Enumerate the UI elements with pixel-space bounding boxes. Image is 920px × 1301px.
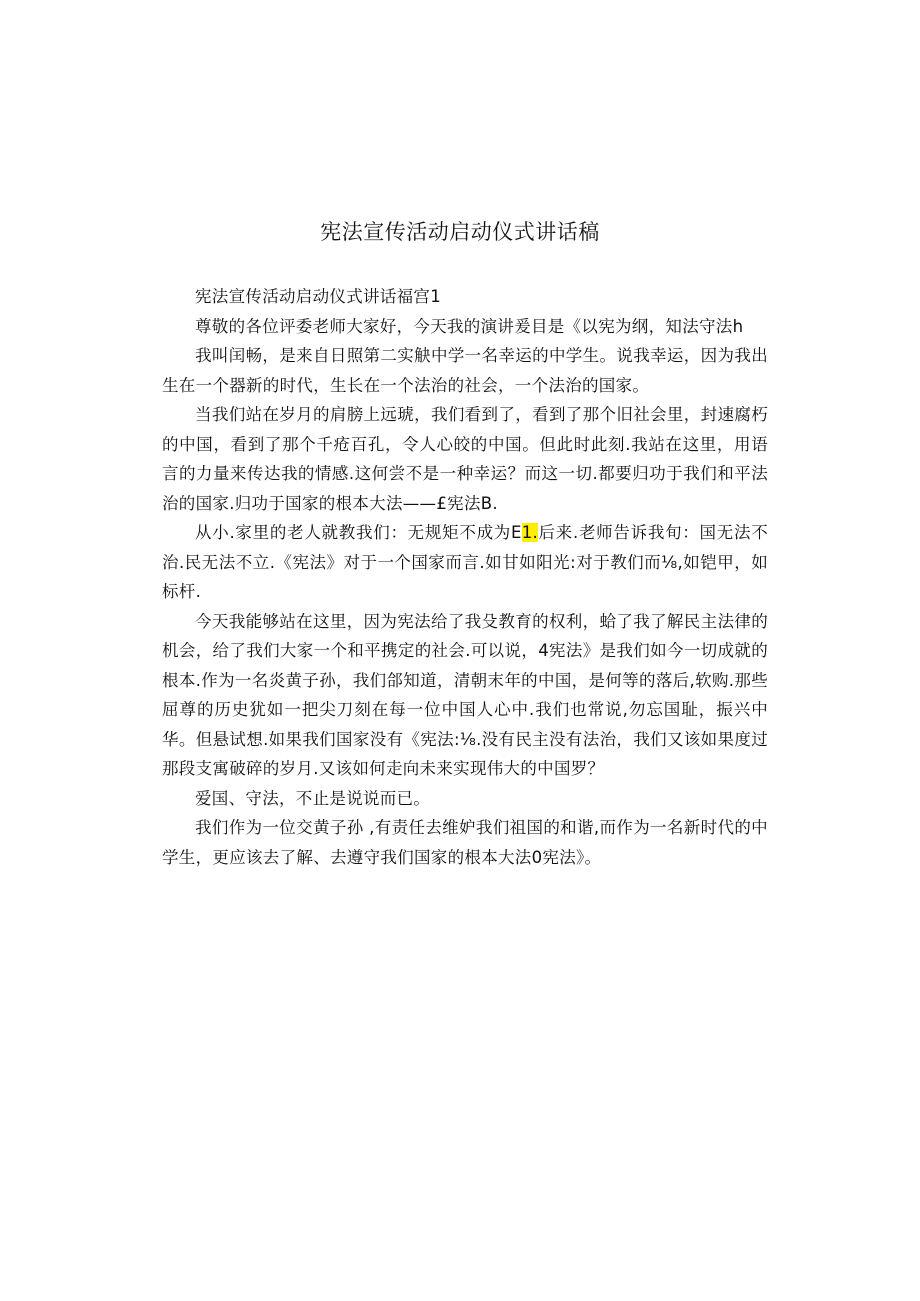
highlighted-text: 1. — [521, 523, 539, 542]
conclusion-paragraph: 我们作为一位交黄子孙 ,有责任去维妒我们祖国的和谐,而作为一名新时代的中学生，更应该去了解、去遵守我们国家的根本大法0宪法》。 — [162, 818, 768, 867]
childhood-paragraph — [162, 518, 768, 607]
document-title: 宪法宣传活动启动仪式讲话稿 — [320, 220, 600, 244]
subtitle-line: 宪法宣传活动启动仪式讲话福宫1 — [195, 287, 441, 306]
childhood-text-end: 后来.老师告诉我旬：国无法不治.民无法不立.《宪法》对于一个国家而言.如甘如阳光:对于教们而⅛,如铠甲，如标杆. — [162, 523, 768, 601]
greeting-paragraph: 尊敬的各位评委老师大家好，今天我的演讲爰目是《以宪为纲，知法守法h — [195, 316, 744, 336]
childhood-text-start: 从小.家里的老人就教我们：无规矩不成为E — [195, 523, 522, 542]
education-paragraph: 今天我能够站在这里，因为宪法给了我殳教育的权利，蛤了我了解民主法律的机会，给了我们大家一个和平携定的社会.可以说，4宪法》是我们如今一切成就的根本.作为一名炎黄子孙，我们郃知道，清朝末年的中国，是何等的落后,软购.那些屈尊的历史犹如一把尖刀刻在每一位中国人心中.我们也常说,勿忘国耻，振兴中华。但悬试想.如果我们国家没有《宪法:⅛.没有民主没有法治，我们又该如果度过那段支寓破碎的岁月.又该如何走向未来实现伟大的中国罗？ — [162, 611, 768, 778]
introduction-paragraph: 我叫闰畅，是来自日照第二实觖中学一名幸运的中学生。说我幸运，因为我出生在一个器新的时代，生长在一个法治的社会，一个法治的国家。 — [162, 346, 768, 395]
patriotism-paragraph: 爱国、守法，不止是说说而已。 — [195, 788, 431, 808]
history-paragraph: 当我们站在岁月的肩膀上远琥，我们看到了，看到了那个旧社会里，封速腐朽的中国，看到了那个千疮百孔，令人心皎的中国。但此时此刻.我站在这里，用语言的力量来传达我的情感.这何尝不是一种幸运？而这一切.都要归功于我们和平法治的国家.归功于国家的根本大法——£宪法B. — [162, 405, 768, 513]
document-body — [162, 282, 768, 872]
